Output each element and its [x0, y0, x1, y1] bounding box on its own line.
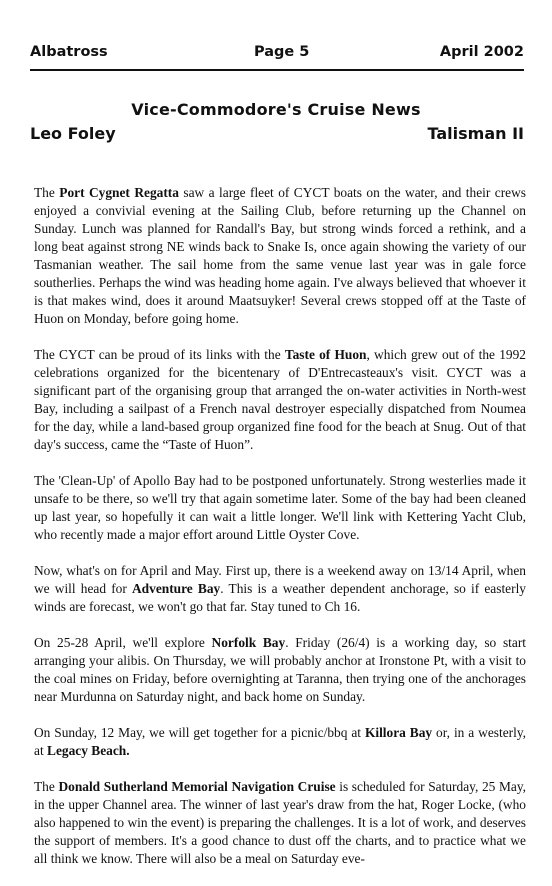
paragraph [34, 724, 526, 760]
text-run: Now, what's on for April and May. First up, there is a weekend away on 13/14 April, when we will head for [34, 563, 526, 596]
byline [30, 124, 524, 144]
bold-phrase: Donald Sutherland Memorial Navigation Cruise [58, 779, 336, 794]
text-run: On 25-28 April, we'll explore [34, 635, 212, 650]
text-run: saw a large fleet of CYCT boats on the water, and their crews enjoyed a convivial evening at the Sailing Club, before returning up the Channel on Sunday. Lunch was planned for Randall's Bay, but strong winds forced a rethink, and a long beat against strong NE winds back to Snake Is, once again showing the variety of our Tasmanian weather. The sail home from the same venue last year was in gale force southerlies. Perhaps the wind was heading home again. I've always believed that whoever it is that makes wind, does it around Maatsuyker! Several crews stopped off at the Taste of Huon on Monday, before going home. [34, 185, 526, 326]
text-run: The CYCT can be proud of its links with the [34, 347, 285, 362]
author-name: Leo Foley [30, 124, 116, 143]
issue-date: April 2002 [439, 44, 524, 60]
bold-phrase: Killora Bay [364, 725, 433, 740]
paragraph [34, 472, 526, 544]
paragraph [34, 184, 526, 328]
paragraph [34, 634, 526, 706]
paragraph [34, 778, 526, 868]
text-run: , which grew out of the 1992 celebrations organized for the bicentenary of D'Entrecasteaux's visit. CYCT was a significant part of the organising group that arranged the on-water activities in North-west Bay, including a sailpast of a French naval destroyer especially dispatched from Noumea for the day, while a land-based group organized fine food for the beach at Snug. Out of that day's success, came the “Taste of Huon”. [34, 347, 526, 452]
paragraph [34, 562, 526, 616]
page-number: Page 5 [254, 44, 310, 60]
text-run: The [34, 185, 60, 200]
text-run: or, in a westerly, at [34, 725, 526, 758]
text-run: . This is a weather dependent anchorage, so if easterly winds are forecast, we won't go that far. Stay tuned to Ch 16. [34, 581, 526, 614]
article-body [34, 184, 526, 886]
bold-phrase: Norfolk Bay [211, 635, 286, 650]
boat-name: Talisman II [427, 124, 524, 143]
text-run: The 'Clean-Up' of Apollo Bay had to be postponed unfortunately. Strong westerlies made it unsafe to be there, so we'll try that again sometime later. Some of the bay had been cleaned up last year, so hopefully it can wait a little longer. We'll link with Kettering Yacht Club, who recently made a major effort around Little Oyster Cove. [34, 473, 526, 542]
bold-phrase: Port Cygnet Regatta [59, 185, 179, 200]
text-run: The [34, 779, 59, 794]
bold-phrase: Adventure Bay [132, 581, 221, 596]
text-run: is scheduled for Saturday, 25 May, in the upper Channel area. The winner of last year's draw from the hat, Roger Locke, (who also happened to win the event) is preparing the challenges. It is a lot of work, and deserves the support of members. It's a good chance to dust off the charts, and to practice what we all think we know. There will also be a meal on Saturday eve- [34, 779, 526, 866]
text-run: . Friday (26/4) is a working day, so start arranging your alibis. On Thursday, we will probably anchor at Ironstone Pt, with a visit to the coal mines on Friday, before overnighting at Taranna, then trying one of the anchorages near Murdunna on Saturday night, and back home on Sunday. [34, 635, 526, 704]
paragraph [34, 346, 526, 454]
bold-phrase: Taste of Huon [284, 347, 367, 362]
header-rule [30, 69, 524, 71]
newsletter-name: Albatross [30, 44, 108, 60]
page-header [30, 44, 524, 66]
article-title: Vice-Commodore's Cruise News [131, 100, 421, 119]
bold-phrase: Legacy Beach. [47, 743, 130, 758]
text-run: On Sunday, 12 May, we will get together for a picnic/bbq at [34, 725, 365, 740]
